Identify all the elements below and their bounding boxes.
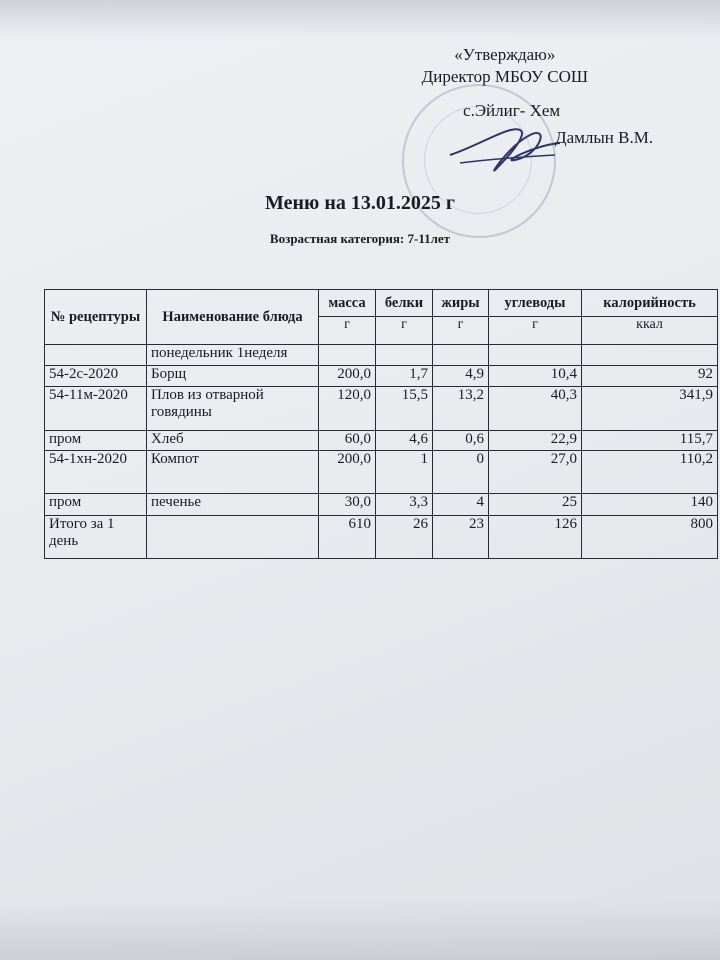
empty-cell — [376, 345, 433, 366]
menu-title: Меню на 13.01.2025 г — [265, 192, 455, 214]
carbs-value: 25 — [489, 494, 582, 516]
total-label: Итого за 1 день — [45, 516, 147, 559]
total-fat: 23 — [433, 516, 489, 559]
kcal-value: 140 — [582, 494, 718, 516]
mass-value: 30,0 — [319, 494, 376, 516]
empty-cell — [489, 345, 582, 366]
header-row — [45, 290, 718, 317]
fat-value: 4,9 — [433, 366, 489, 387]
paper-shadow-top — [0, 0, 720, 40]
total-carbs: 126 — [489, 516, 582, 559]
total-mass: 610 — [319, 516, 376, 559]
protein-value: 4,6 — [376, 431, 433, 451]
recipe-number: пром — [45, 431, 147, 451]
total-row — [45, 516, 718, 559]
table-row — [45, 451, 718, 494]
table-row — [45, 494, 718, 516]
protein-value: 15,5 — [376, 387, 433, 431]
empty-cell — [433, 345, 489, 366]
header-carbs: углеводы — [489, 290, 582, 317]
approval-heading: «Утверждаю» — [454, 45, 556, 64]
fat-value: 0 — [433, 451, 489, 494]
dish-name: Хлеб — [147, 431, 319, 451]
day-empty-cell — [45, 345, 147, 366]
day-label: понедельник 1неделя — [147, 345, 319, 366]
recipe-number: 54-11м-2020 — [45, 387, 147, 431]
unit-mass: г — [319, 317, 376, 345]
kcal-value: 341,9 — [582, 387, 718, 431]
signature-mark — [440, 115, 570, 185]
empty-cell — [319, 345, 376, 366]
carbs-value: 10,4 — [489, 366, 582, 387]
header-mass: масса — [319, 290, 376, 317]
total-empty-cell — [147, 516, 319, 559]
approval-position: Директор МБОУ СОШ — [421, 67, 588, 86]
total-kcal: 800 — [582, 516, 718, 559]
day-row — [45, 345, 718, 366]
header-protein: белки — [376, 290, 433, 317]
paper-shadow-bottom — [0, 900, 720, 960]
approval-block — [421, 44, 588, 120]
fat-value: 4 — [433, 494, 489, 516]
protein-value: 1,7 — [376, 366, 433, 387]
fat-value: 0,6 — [433, 431, 489, 451]
dish-name: Борщ — [147, 366, 319, 387]
header-dish: Наименование блюда — [147, 290, 319, 345]
dish-name: Плов из отварной говядины — [147, 387, 319, 431]
carbs-value: 40,3 — [489, 387, 582, 431]
approval-location: с.Эйлиг- Хем — [463, 101, 561, 120]
total-protein: 26 — [376, 516, 433, 559]
mass-value: 200,0 — [319, 366, 376, 387]
fat-value: 13,2 — [433, 387, 489, 431]
header-fat: жиры — [433, 290, 489, 317]
header-recipe: № рецептуры — [45, 290, 147, 345]
mass-value: 120,0 — [319, 387, 376, 431]
recipe-number: 54-1хн-2020 — [45, 451, 147, 494]
protein-value: 3,3 — [376, 494, 433, 516]
recipe-number: пром — [45, 494, 147, 516]
dish-name: Компот — [147, 451, 319, 494]
table-row — [45, 366, 718, 387]
mass-value: 60,0 — [319, 431, 376, 451]
unit-fat: г — [433, 317, 489, 345]
unit-carbs: г — [489, 317, 582, 345]
recipe-number: 54-2с-2020 — [45, 366, 147, 387]
age-category: Возрастная категория: 7-11лет — [269, 231, 451, 246]
kcal-value: 92 — [582, 366, 718, 387]
unit-protein: г — [376, 317, 433, 345]
dish-name: печенье — [147, 494, 319, 516]
unit-kcal: ккал — [582, 317, 718, 345]
protein-value: 1 — [376, 451, 433, 494]
carbs-value: 22,9 — [489, 431, 582, 451]
menu-table — [44, 289, 718, 559]
carbs-value: 27,0 — [489, 451, 582, 494]
kcal-value: 110,2 — [582, 451, 718, 494]
mass-value: 200,0 — [319, 451, 376, 494]
table-row — [45, 431, 718, 451]
header-kcal: калорийность — [582, 290, 718, 317]
approval-signer: Дамлын В.М. — [555, 128, 654, 147]
kcal-value: 115,7 — [582, 431, 718, 451]
empty-cell — [582, 345, 718, 366]
table-row — [45, 387, 718, 431]
